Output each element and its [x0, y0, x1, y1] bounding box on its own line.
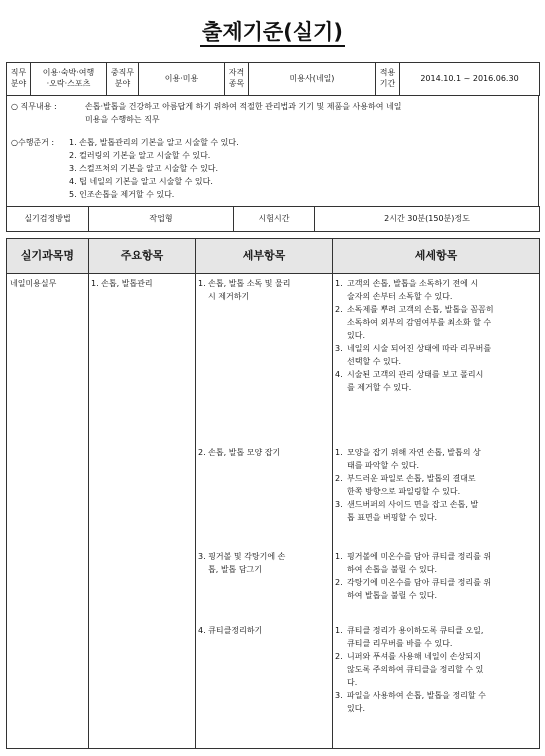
performance-item-2: 2. 컬러링의 기본을 알고 시술할 수 있다. [69, 151, 211, 160]
sub-detail-number: 2. [335, 652, 343, 661]
header-subject: 실기과목명 [7, 239, 89, 274]
sub-detail-text: 한쪽 방향으로 파일링할 수 있다. [347, 487, 461, 496]
sub-detail-line [335, 550, 491, 563]
subject-cell [7, 274, 89, 749]
sub-detail-cell [333, 274, 540, 749]
duty-text-1: 손톱·발톱을 건강하고 아름답게 하기 위하여 적절한 관리법과 기기 및 제품을 사용하여 네일 [85, 102, 402, 111]
detail-item-title: 3. 핑거볼 및 각탕기에 손 [198, 552, 286, 561]
performance-item-3: 3. 스컬프처의 기본을 알고 시술할 수 있다. [69, 164, 219, 173]
sub-detail-text: 않도록 주의하여 큐티클을 정리할 수 있 [347, 665, 484, 674]
sub-detail-number: 2. [335, 305, 343, 314]
sub-detail-line [335, 689, 486, 702]
sub-detail-line [335, 459, 419, 472]
sub-detail-number: 1. [335, 448, 343, 457]
sub-detail-text: 소독제를 뿌려 고객의 손톱, 발톱을 꼼꼼히 [347, 305, 494, 314]
sub-detail-number: 1. [335, 279, 343, 288]
duty-text-2: 미용을 수행하는 직무 [85, 115, 160, 124]
sub-field-value: 이용·미용 [139, 63, 225, 96]
duty-label: ○ 직무내용 : [11, 102, 57, 111]
detail-item-title: 1. 손톱, 발톱 소독 및 물리 [198, 279, 291, 288]
exam-table [6, 206, 540, 232]
detail-item-title: 시 제거하기 [208, 292, 250, 301]
sub-detail-text: 다. [347, 678, 358, 687]
sub-detail-line [335, 702, 365, 715]
sub-detail-number: 1. [335, 552, 343, 561]
sub-detail-number: 3. [335, 691, 343, 700]
sub-detail-text: 하여 발톱을 불릴 수 있다. [347, 591, 437, 600]
exam-method-value: 작업형 [89, 207, 234, 232]
exam-time-label: 시험시간 [234, 207, 315, 232]
sub-detail-number: 3. [335, 500, 343, 509]
detail-item-cell [196, 274, 333, 749]
sub-detail-text: 큐티클 정리가 용이하도록 큐티클 오일, [347, 626, 484, 635]
cert-label: 자격 종목 [225, 63, 249, 96]
sub-detail-line [335, 589, 437, 602]
sub-detail-text: 부드러운 파일로 손톱, 발톱의 결대로 [347, 474, 476, 483]
sub-detail-text: 톱 표면을 버핑할 수 있다. [347, 513, 437, 522]
sub-detail-text: 샌드버퍼의 사이드 면을 잡고 손톱, 발 [347, 500, 479, 509]
sub-detail-line [335, 381, 411, 394]
criteria-table [6, 238, 540, 749]
main-item: 1. 손톱, 발톱관리 [91, 279, 153, 288]
sub-detail-text: 핑거볼에 미온수를 담아 큐티클 정리를 위 [347, 552, 492, 561]
sub-detail-text: 파일을 사용하여 손톱, 발톱을 정리할 수 [347, 691, 486, 700]
subject-name: 네일미용실무 [10, 279, 57, 288]
sub-detail-text: 선택할 수 있다. [347, 357, 401, 366]
field-label: 직무 분야 [7, 63, 31, 96]
sub-detail-line [335, 498, 478, 511]
performance-label: ○수행준거 : [11, 138, 55, 147]
header-main-item: 주요항목 [89, 239, 196, 274]
performance-item-1: 1. 손톱, 발톱관리의 기본을 알고 시술할 수 있다. [69, 138, 239, 147]
exam-time-value: 2시간 30분(150분)정도 [315, 207, 540, 232]
sub-detail-line [335, 485, 460, 498]
sub-detail-line [335, 368, 483, 381]
header-detail-item: 세부항목 [196, 239, 333, 274]
sub-detail-text: 하여 손톱을 불릴 수 있다. [347, 565, 437, 574]
sub-detail-text: 네일의 시술 되어진 상태에 따라 리무버를 [347, 344, 492, 353]
sub-detail-number: 1. [335, 626, 343, 635]
sub-detail-number: 2. [335, 578, 343, 587]
sub-detail-line [335, 342, 491, 355]
sub-detail-line [335, 303, 494, 316]
detail-item-title: 2. 손톱, 발톱 모양 잡기 [198, 448, 281, 457]
sub-detail-line [335, 650, 481, 663]
period-label: 적용 기간 [376, 63, 400, 96]
sub-detail-text: 각탕기에 미온수를 담아 큐티클 정리를 위 [347, 578, 492, 587]
duty-box [6, 96, 539, 207]
sub-detail-line [335, 316, 491, 329]
sub-detail-line [335, 563, 437, 576]
sub-detail-line [335, 637, 452, 650]
detail-item-title: 4. 큐티클정리하기 [198, 626, 263, 635]
sub-detail-line [335, 329, 365, 342]
sub-detail-number: 2. [335, 474, 343, 483]
sub-detail-number: 3. [335, 344, 343, 353]
performance-item-4: 4. 팁 네일의 기본을 알고 시술할 수 있다. [69, 177, 213, 186]
exam-method-label: 실기검정방법 [7, 207, 89, 232]
sub-detail-text: 있다. [347, 704, 365, 713]
header-sub-detail-item: 세세항목 [333, 239, 540, 274]
sub-detail-text: 니퍼와 푸셔를 사용해 네일이 손상되지 [347, 652, 481, 661]
sub-field-label: 중직무 분야 [107, 63, 139, 96]
sub-detail-number: 4. [335, 370, 343, 379]
sub-detail-line [335, 355, 401, 368]
sub-detail-text: 모양을 잡기 위해 자연 손톱, 발톱의 상 [347, 448, 481, 457]
sub-detail-line [335, 624, 483, 637]
detail-item-title: 톱, 발톱 담그기 [208, 565, 262, 574]
performance-item-5: 5. 인조손톱을 제거할 수 있다. [69, 190, 175, 199]
field-value: 이용·숙박·여행 ·오락·스포츠 [31, 63, 107, 96]
sub-detail-text: 소독하여 외부의 감염여부를 최소화 할 수 [347, 318, 492, 327]
table-row [7, 274, 540, 749]
sub-detail-text: 술자의 손부터 소독할 수 있다. [347, 292, 453, 301]
period-value: 2014.10.1 ~ 2016.06.30 [400, 63, 540, 96]
info-table [6, 62, 540, 96]
sub-detail-text: 를 제거할 수 있다. [347, 383, 412, 392]
sub-detail-line [335, 511, 437, 524]
sub-detail-text: 시술된 고객의 관리 상태를 보고 폴리시 [347, 370, 484, 379]
sub-detail-text: 있다. [347, 331, 365, 340]
sub-detail-line [335, 277, 478, 290]
sub-detail-line [335, 446, 481, 459]
sub-detail-text: 태를 파악할 수 있다. [347, 461, 419, 470]
sub-detail-line [335, 472, 476, 485]
sub-detail-line [335, 663, 483, 676]
sub-detail-line [335, 576, 491, 589]
sub-detail-text: 큐티클 리무버를 바를 수 있다. [347, 639, 453, 648]
cert-value: 미용사(네일) [249, 63, 376, 96]
main-item-cell [89, 274, 196, 749]
page-title: 출제기준(실기) [0, 16, 545, 46]
sub-detail-line [335, 676, 357, 689]
table-header-row [7, 239, 540, 274]
sub-detail-text: 고객의 손톱, 발톱을 소독하기 전에 시 [347, 279, 479, 288]
sub-detail-line [335, 290, 452, 303]
